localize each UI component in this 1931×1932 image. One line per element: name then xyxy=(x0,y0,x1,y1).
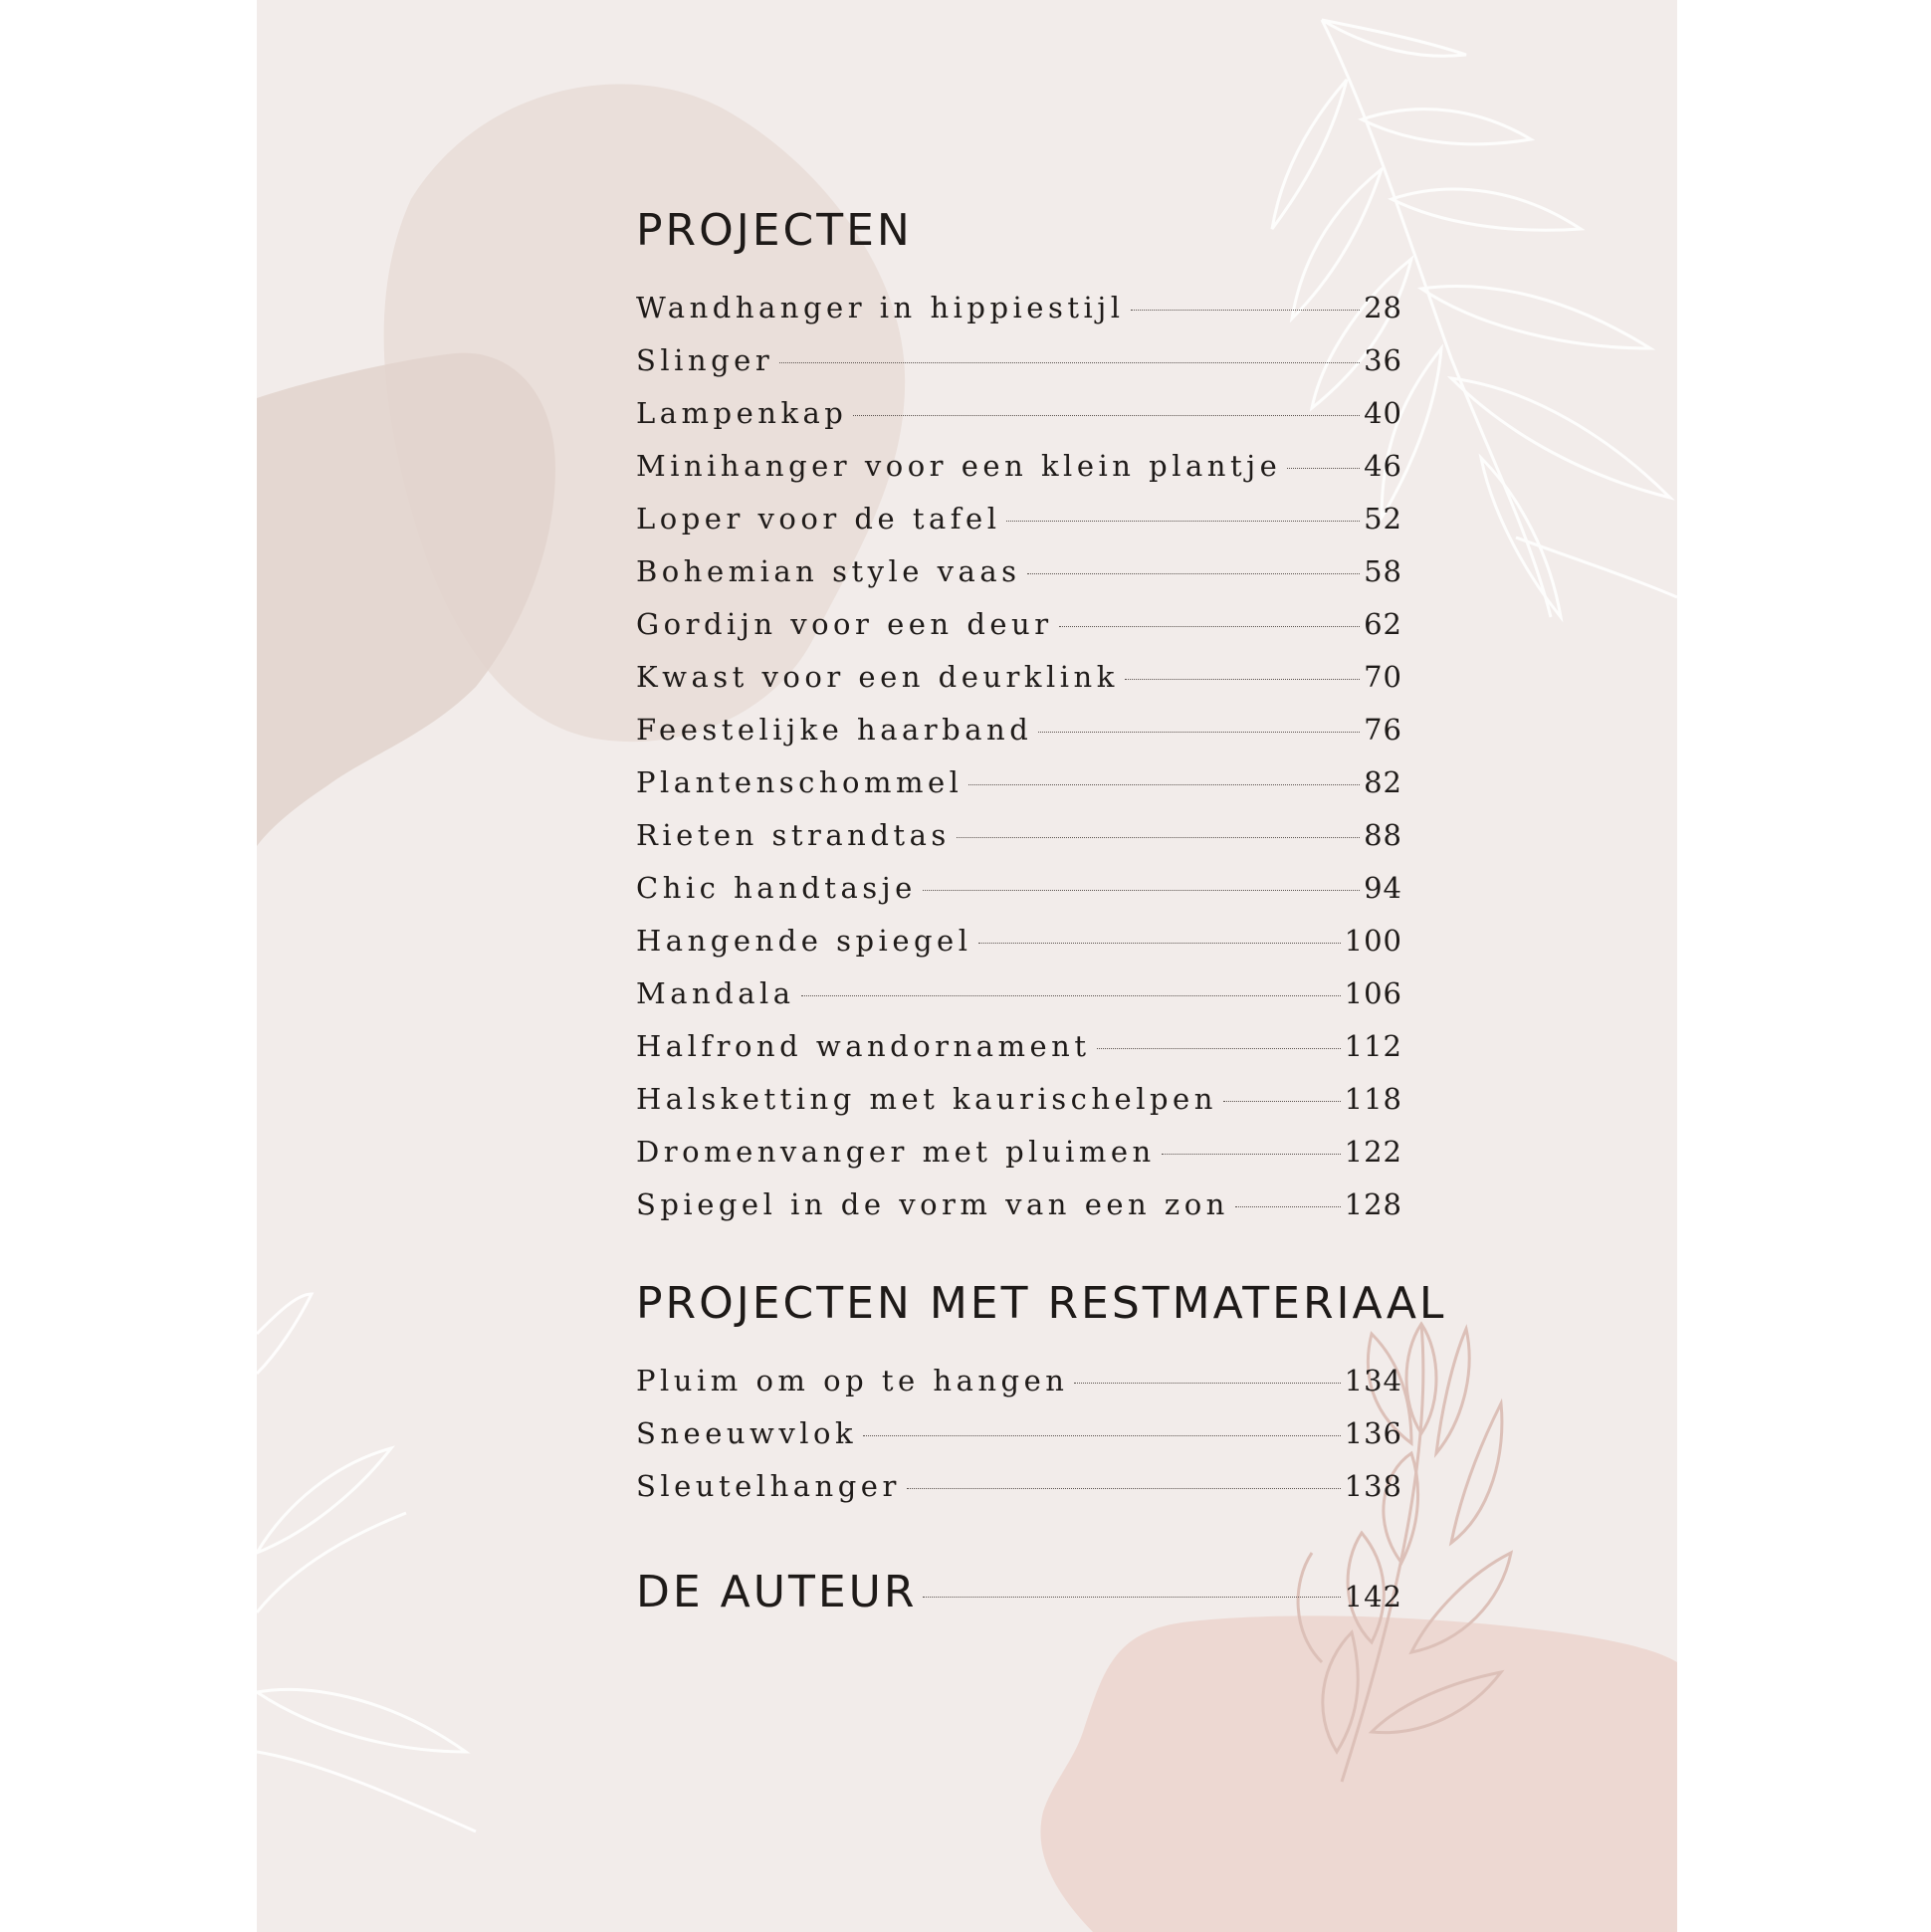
toc-entry[interactable] xyxy=(636,976,1402,1029)
toc-entry-title: Sneeuwvlok xyxy=(636,1416,858,1450)
toc-entry-title: Minihanger voor een klein plantje xyxy=(636,449,1282,483)
toc-entry-page: 62 xyxy=(1364,607,1402,641)
toc-entry[interactable] xyxy=(636,1082,1402,1135)
toc-entry-title: Wandhanger in hippiestijl xyxy=(636,291,1125,324)
toc-leader xyxy=(923,890,1360,891)
abstract-blob-icon xyxy=(257,353,555,846)
toc-entry-page: 82 xyxy=(1364,765,1402,799)
toc-entry[interactable] xyxy=(636,607,1402,660)
toc-entry-title: Feestelijke haarband xyxy=(636,713,1033,747)
toc-entry-page: 76 xyxy=(1364,713,1402,747)
toc-entry[interactable] xyxy=(636,1135,1402,1187)
abstract-blob-icon xyxy=(1040,1615,1677,1932)
toc-entry[interactable] xyxy=(636,924,1402,976)
section-heading: PROJECTEN xyxy=(636,205,913,256)
toc-leader xyxy=(1097,1048,1341,1049)
toc-entry-title: Pluim om op te hangen xyxy=(636,1364,1069,1397)
section-heading: DE AUTEUR xyxy=(636,1567,918,1617)
toc-entry[interactable] xyxy=(636,1364,1402,1416)
toc-entry-page: 122 xyxy=(1344,1135,1402,1169)
toc-entry-title: Lampenkap xyxy=(636,396,848,430)
toc-entry-page: 52 xyxy=(1364,502,1402,536)
toc-leader xyxy=(1038,732,1360,733)
toc-entry-title: Spiegel in de vorm van een zon xyxy=(636,1187,1229,1221)
toc-leader xyxy=(801,995,1341,996)
toc-entry[interactable] xyxy=(636,713,1402,765)
toc-leader xyxy=(957,837,1360,838)
toc-leader xyxy=(923,1597,1340,1598)
toc-entry-title: Gordijn voor een deur xyxy=(636,607,1053,641)
toc-entry-page: 36 xyxy=(1364,343,1402,377)
toc-leader xyxy=(853,415,1360,416)
section-heading: PROJECTEN MET RESTMATERIAAL xyxy=(636,1278,1447,1329)
toc-entry[interactable] xyxy=(636,1187,1402,1240)
toc-entry[interactable] xyxy=(636,871,1402,924)
toc-leader xyxy=(779,362,1360,363)
toc-entry-page: 70 xyxy=(1364,660,1402,694)
toc-entry-page: 142 xyxy=(1344,1580,1402,1613)
toc-leader xyxy=(1287,468,1360,469)
toc-entry-title: Halfrond wandornament xyxy=(636,1029,1091,1063)
toc-entry-title: Slinger xyxy=(636,343,774,377)
toc-leader xyxy=(1162,1154,1341,1155)
toc-leader xyxy=(1006,521,1360,522)
toc-entry[interactable] xyxy=(636,554,1402,607)
toc-entry-title: Bohemian style vaas xyxy=(636,554,1021,588)
toc-entry-page: 112 xyxy=(1344,1029,1402,1063)
toc-entry[interactable] xyxy=(636,396,1402,449)
toc-entry-page: 128 xyxy=(1344,1187,1402,1221)
toc-entry-page: 100 xyxy=(1344,924,1402,958)
toc-entry-page: 28 xyxy=(1364,291,1402,324)
toc-entry-title: Chic handtasje xyxy=(636,871,917,905)
toc-entry[interactable] xyxy=(636,818,1402,871)
toc-entry-title: Plantenschommel xyxy=(636,765,964,799)
toc-leader xyxy=(1125,679,1360,680)
toc-entry-author[interactable] xyxy=(636,1563,1402,1622)
toc-entry-page: 138 xyxy=(1344,1469,1402,1503)
toc-entry-page: 40 xyxy=(1364,396,1402,430)
toc-entry-title: Loper voor de tafel xyxy=(636,502,1001,536)
toc-leader xyxy=(978,943,1341,944)
toc-section-projecten xyxy=(636,201,1402,1240)
toc-leader xyxy=(1027,573,1361,574)
toc-entry-page: 136 xyxy=(1344,1416,1402,1450)
toc-entry[interactable] xyxy=(636,291,1402,343)
toc-entry-title: Sleutelhanger xyxy=(636,1469,901,1503)
toc-entry-page: 58 xyxy=(1364,554,1402,588)
toc-section-restmateriaal xyxy=(636,1274,1447,1522)
toc-entry[interactable] xyxy=(636,502,1402,554)
toc-leader xyxy=(907,1488,1341,1489)
toc-leader xyxy=(1074,1383,1340,1384)
leaf-sprig-outline-icon xyxy=(257,1294,476,1831)
toc-entry-title: Mandala xyxy=(636,976,795,1010)
toc-entry[interactable] xyxy=(636,1029,1402,1082)
toc-entry-page: 118 xyxy=(1344,1082,1402,1116)
toc-entry-page: 88 xyxy=(1364,818,1402,852)
toc-entry[interactable] xyxy=(636,1469,1402,1522)
book-page xyxy=(257,0,1677,1932)
toc-leader xyxy=(863,1435,1341,1436)
toc-entry[interactable] xyxy=(636,449,1402,502)
toc-list xyxy=(636,291,1402,1240)
toc-entry-page: 106 xyxy=(1344,976,1402,1010)
toc-entry-title: Dromenvanger met pluimen xyxy=(636,1135,1156,1169)
toc-entry[interactable] xyxy=(636,765,1402,818)
toc-entry-page: 94 xyxy=(1364,871,1402,905)
toc-entry[interactable] xyxy=(636,660,1402,713)
toc-entry-title: Rieten strandtas xyxy=(636,818,951,852)
toc-leader xyxy=(1235,1206,1341,1207)
toc-entry-page: 134 xyxy=(1344,1364,1402,1397)
toc-entry-title: Kwast voor een deurklink xyxy=(636,660,1119,694)
toc-entry-title: Halsketting met kaurischelpen xyxy=(636,1082,1217,1116)
toc-leader xyxy=(1059,626,1361,627)
toc-list xyxy=(636,1364,1402,1522)
toc-leader xyxy=(968,784,1360,785)
toc-entry[interactable] xyxy=(636,1416,1402,1469)
toc-entry[interactable] xyxy=(636,343,1402,396)
toc-leader xyxy=(1223,1101,1341,1102)
toc-entry-title: Hangende spiegel xyxy=(636,924,972,958)
toc-leader xyxy=(1131,310,1361,311)
toc-entry-page: 46 xyxy=(1364,449,1402,483)
